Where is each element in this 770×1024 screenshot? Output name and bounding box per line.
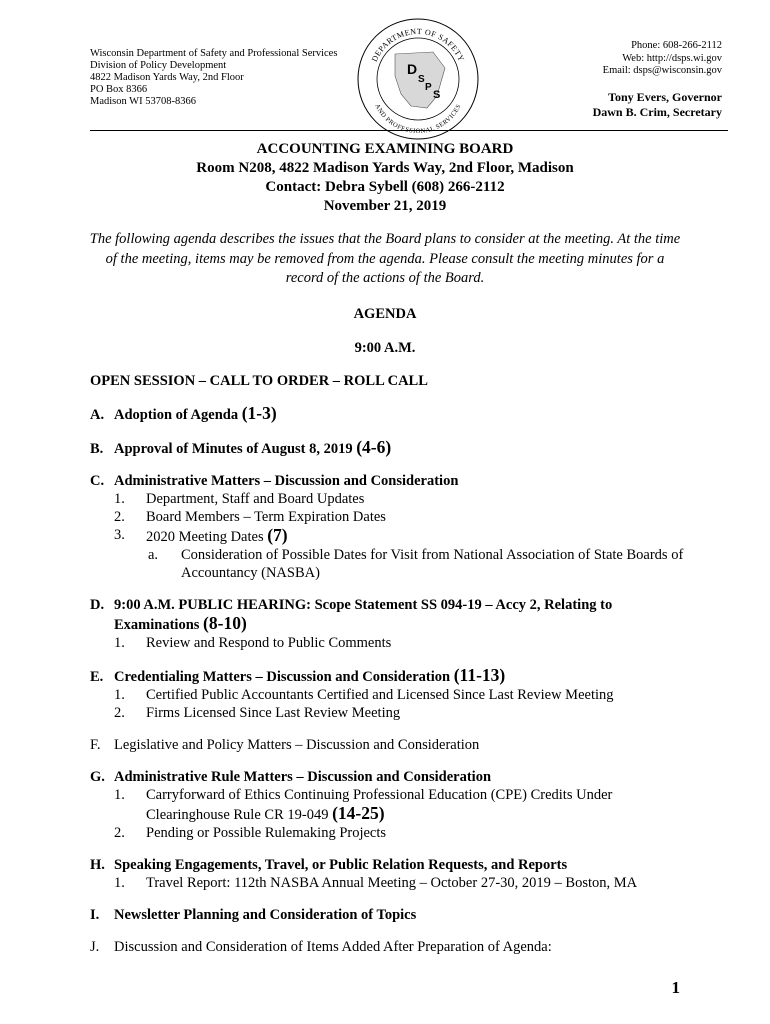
agenda-section-a	[90, 404, 730, 424]
page-number: 1	[671, 978, 680, 997]
open-session-heading: OPEN SESSION – CALL TO ORDER – ROLL CALL	[90, 373, 428, 389]
section-letter: J.	[90, 939, 100, 955]
seal-letter: P	[425, 82, 432, 93]
section-letter: A.	[90, 407, 105, 423]
section-letter: F.	[90, 737, 101, 753]
agenda-section-j	[90, 938, 730, 956]
section-title: Administrative Rule Matters – Discussion and Consideration	[114, 769, 492, 785]
contact-web: Web: http://dsps.wi.gov	[622, 52, 722, 64]
section-title: Newsletter Planning and Consideration of Topics	[114, 907, 417, 923]
contact-email: Email: dsps@wisconsin.gov	[602, 65, 722, 76]
section-letter: D.	[90, 597, 105, 613]
page-reference: (8-10)	[203, 613, 247, 633]
section-title: Credentialing Matters – Discussion and Consideration	[114, 669, 451, 685]
agenda-section-c	[90, 472, 730, 582]
section-title: Speaking Engagements, Travel, or Public Relation Requests, and Reports	[114, 857, 568, 873]
list-item: 2. Pending or Possible Rulemaking Projects	[114, 825, 387, 841]
seal-letter: S	[418, 74, 425, 85]
agenda-section-d	[90, 596, 730, 652]
header-divider	[90, 130, 728, 131]
seal-letter: D	[407, 61, 418, 77]
agenda-section-e	[90, 666, 730, 722]
section-letter: E.	[90, 669, 104, 685]
section-title: Administrative Matters – Discussion and Consideration	[114, 473, 459, 489]
address-line: Division of Policy Development	[90, 60, 227, 71]
meeting-location: Room N208, 4822 Madison Yards Way, 2nd Floor, Madison	[196, 160, 574, 176]
list-item: 1. Carryforward of Ethics Continuing Professional Education (CPE) Credits Under Clearinghouse Rule CR 19-049 (14-25)	[114, 787, 613, 823]
section-title-continued: Examinations	[114, 617, 200, 633]
page-reference: (14-25)	[332, 803, 385, 823]
agenda-label: AGENDA	[353, 306, 417, 322]
section-title: Approval of Minutes of August 8, 2019	[114, 441, 353, 457]
section-letter: G.	[90, 769, 105, 785]
seal-bottom-text: AND PROFESSIONAL SERVICES	[373, 103, 463, 136]
list-item: 1. Review and Respond to Public Comments	[114, 635, 392, 651]
section-title: Legislative and Policy Matters – Discussion and Consideration	[114, 737, 480, 753]
meeting-time: 9:00 A.M.	[354, 340, 416, 356]
section-letter: C.	[90, 473, 105, 489]
list-item: 1. Travel Report: 112th NASBA Annual Meeting – October 27-30, 2019 – Boston, MA	[114, 875, 638, 891]
section-letter: I.	[90, 907, 100, 923]
address-line: Madison WI 53708-8366	[90, 96, 196, 107]
page-reference: (1-3)	[241, 403, 277, 423]
governor-name: Tony Evers, Governor	[608, 90, 722, 104]
agenda-section-i	[90, 906, 730, 924]
agenda-intro: The following agenda describes the issues that the Board plans to consider at the meeting. At the time of the meeting, items may be removed from the agenda. Please consult the meeting minutes for a record of the actions of the Board.	[89, 231, 681, 286]
address-line: Wisconsin Department of Safety and Professional Services	[90, 48, 338, 59]
section-title: 9:00 A.M. PUBLIC HEARING: Scope Statement SS 094-19 – Accy 2, Relating to	[114, 597, 613, 613]
contact-phone: Phone: 608-266-2112	[631, 40, 722, 51]
section-letter: B.	[90, 441, 104, 457]
letterhead-address	[90, 48, 337, 108]
list-item: 1. Certified Public Accountants Certified and Licensed Since Last Review Meeting	[114, 687, 614, 703]
meeting-header	[0, 140, 770, 216]
meeting-contact: Contact: Debra Sybell (608) 266-2112	[265, 179, 505, 195]
letterhead-contact	[603, 40, 722, 78]
dsps-seal-logo	[355, 16, 481, 142]
agenda-section-f	[90, 736, 730, 754]
list-item: 2. Firms Licensed Since Last Review Meeting	[114, 705, 401, 721]
letterhead-officials	[593, 90, 722, 120]
list-item: 2. Board Members – Term Expiration Dates	[114, 509, 386, 525]
page-reference: (7)	[267, 525, 288, 545]
list-item: 3. 2020 Meeting Dates (7)	[114, 525, 288, 545]
address-line: PO Box 8366	[90, 84, 148, 95]
list-item: 1. Department, Staff and Board Updates	[114, 491, 365, 507]
secretary-name: Dawn B. Crim, Secretary	[592, 105, 722, 119]
section-title: Discussion and Consideration of Items Added After Preparation of Agenda:	[114, 939, 552, 955]
seal-letter: S	[433, 89, 441, 101]
agenda-section-g	[90, 768, 730, 842]
agenda-section-h	[90, 856, 730, 892]
page-reference: (11-13)	[453, 665, 506, 685]
page-reference: (4-6)	[356, 437, 392, 457]
agenda-section-b	[90, 438, 730, 458]
agenda-list	[90, 372, 730, 956]
sub-list-item: a. Consideration of Possible Dates for Visit from National Association of State Boards of Accountancy (NASBA)	[148, 547, 684, 581]
section-title: Adoption of Agenda	[114, 407, 239, 423]
seal-top-text: DEPARTMENT OF SAFETY	[369, 26, 467, 64]
meeting-date: November 21, 2019	[323, 198, 447, 214]
board-name: ACCOUNTING EXAMINING BOARD	[256, 141, 514, 157]
section-letter: H.	[90, 857, 105, 873]
address-line: 4822 Madison Yards Way, 2nd Floor	[90, 72, 244, 83]
